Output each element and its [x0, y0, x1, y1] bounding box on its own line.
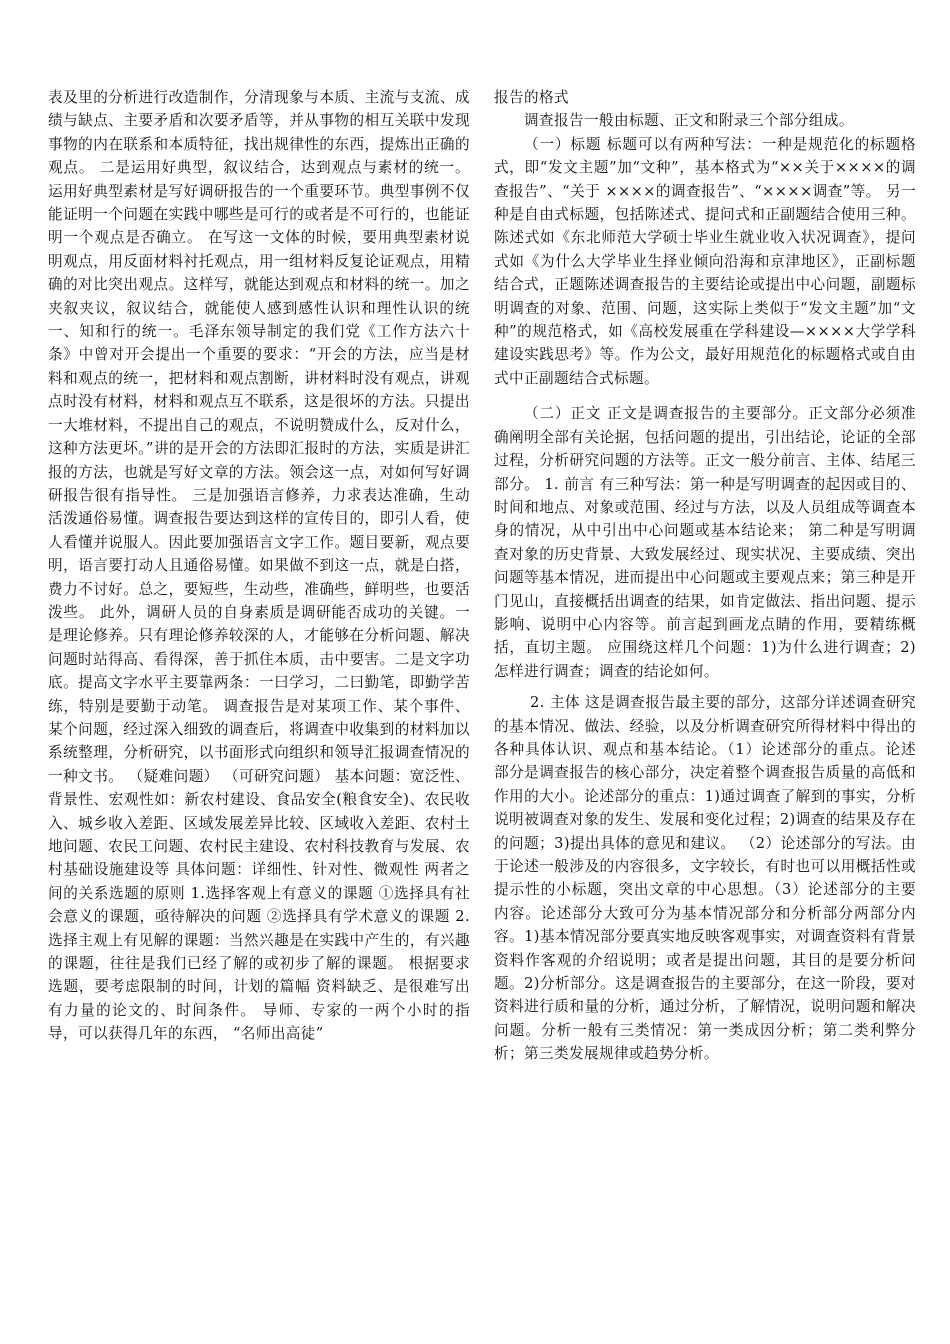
left-paragraph-1: 表及里的分析进行改造制作，分清现象与本质、主流与支流、成绩与缺点、主要矛盾和次要矛盾等，并从事物的相互关联中发现事物的内在联系和本质特征，找出规律性的东西，提炼出正确的观点。 二是运用好典型，叙议结合，达到观点与素材的统一。运用好典型素材是写好调研报告的一个重要环节。典型事例不仅能证明一个问题在实践中哪些是可行的或者是不可行的，也能证明一个观点是否确立。 在写这一文体的时候，要用典型素材说明观点，用反面材料衬托观点，用一组材料反复论证观点，用精确的对比突出观点。这样写，就能达到观点和材料的统一。加之夹叙夹议，叙议结合，就能使人感到感性认识和理性认识的统一、知和行的统一。毛泽东领导制定的我们党《工作方法六十条》中曾对开会提出一个重要的要求：“开会的方法，应当是材料和观点的统一，把材料和观点割断，讲材料时没有观点，讲观点时没有材料，材料和观点互不联系，这是很坏的方法。只提出一大堆材料，不提出自己的观点，不说明赞成什么，反对什么，这种方法更坏。”讲的是开会的方法即汇报时的方法，实质是讲汇报的方法，也就是写好文章的方法。领会这一点，对如何写好调研报告很有指导性。 三是加强语言修养，力求表达准确，生动活泼通俗易懂。调查报告要达到这样的宣传目的，即引人看，使人看懂并说服人。因此要加强语言文字工作。题目要新，观点要明，语言要打动人且通俗易懂。如果做不到这一点，就是白搭，费力不讨好。总之，要短些，生动些，准确些，鲜明些，也要活泼些。 此外，调研人员的自身素质是调研能否成功的关键。一是理论修养。只有理论修养较深的人，才能够在分析问题、解决问题时站得高、看得深，善于抓住本质，击中要害。二是文字功底。提高文字水平主要靠两条：一曰学习，二曰勤笔，即勤学苦练，特别是要勤于动笔。 调查报告是对某项工作、某个事件、某个问题，经过深入细致的调查后，将调查中收集到的材料加以系统整理，分析研究，以书面形式向组织和领导汇报调查情况的一种文书。 （疑难问题） （可研究问题） 基本问题：宽泛性、背景性、宏观性如：新农村建设、食品安全(粮食安全)、农民收入、城乡收入差距、区域发展差异比较、区域收入差距、农村土地问题、农民工问题、农村民主建设、农村科技教育与发展、农村基础设施建设等 具体问题：详细性、针对性、微观性 两者之间的关系选题的原则 1.选择客观上有意义的课题 ①选择具有社会意义的课题，亟待解决的问题 ②选择具有学术意义的课题 2.选择主观上有见解的课题：当然兴趣是在实践中产生的，有兴趣的课题，往往是我们已经了解的或初步了解的课题。 根据要求选题，要考虑限制的时间，计划的篇幅 资料缺乏、是很难写出有力量的论文的、时间条件。 导师、专家的一两个小时的指导，可以获得几年的东西， “名师出高徒”: [48, 89, 470, 1043]
right-column: [494, 86, 916, 1066]
right-paragraph-intro: 调查报告一般由标题、正文和附录三个部分组成。: [524, 112, 854, 130]
left-column: [48, 86, 470, 1046]
right-paragraph-main-part: 2. 主体 这是调查报告最主要的部分，这部分详述调查研究的基本情况、做法、经验，以及分析调查研究所得材料中得出的各种具体认识、观点和基本结论。（1）论述部分的重点。论述部分是调查报告的核心部分，决定着整个调查报告质量的高低和作用的大小。论述部分的重点：1)通过调查了解到的事实，分析说明被调查对象的发生、发展和变化过程；2)调查的结果及存在的问题；3)提出具体的意见和建议。 （2）论述部分的写法。由于论述一般涉及的内容很多，文字较长，有时也可以用概括性或提示性的小标题，突出文章的中心思想。（3）论述部分的主要内容。论述部分大致可分为基本情况部分和分析部分两部分内容。1)基本情况部分要真实地反映客观事实，对调查资料有背景资料作客观的介绍说明；或者是提出问题，其目的是要分析问题。2)分析部分。这是调查报告的主要部分，在这一阶段，要对资料进行质和量的分析，通过分析，了解情况，说明问题和解决问题。分析一般有三类情况：第一类成因分析；第二类利弊分析；第三类发展规律或趋势分析。: [494, 694, 916, 1063]
right-paragraph-body-section: （二）正文 正文是调查报告的主要部分。正文部分必须准确阐明全部有关论据，包括问题的提出，引出结论，论证的全部过程，分析研究问题的方法等。正文一般分前言、主体、结尾三部分。 1. 前言 有三种写法：第一种是写明调查的起因或目的、时间和地点、对象或范围、经过与方法，以及人员组成等调查本身的情况，从中引出中心问题或基本结论来； 第二种是写明调查对象的历史背景、大致发展经过、现实状况、主要成绩、突出问题等基本情况，进而提出中心问题或主要观点来；第三种是开门见山，直接概括出调查的结果，如肯定做法、指出问题、提示影响、说明中心内容等。前言起到画龙点睛的作用，要精练概括，直切主题。 应围绕这样几个问题：1)为什么进行调查；2)怎样进行调查；调查的结论如何。: [494, 405, 916, 680]
section-heading-report-format: 报告的格式: [494, 89, 569, 106]
right-paragraph-title-section: （一）标题 标题可以有两种写法：一种是规范化的标题格式，即“发文主题”加“文种”，基本格式为“××关于××××的调查报告”、“关于 ××××的调查报告”、“××××调查”等。 另一种是自由式标题，包括陈述式、提问式和正副题结合使用三种。陈述式如《东北师范大学硕士毕业生就业收入状况调查》，提问式如《为什么大学毕业生择业倾向沿海和京津地区》，正副标题结合式，正题陈述调查报告的主要结论或提出中心问题，副题标明调查的对象、范围、问题，这实际上类似于“发文主题”加“文种”的规范格式，如《高校发展重在学科建设—××××大学学科建设实践思考》等。作为公文，最好用规范化的标题格式或自由式中正副题结合式标题。: [494, 135, 916, 387]
